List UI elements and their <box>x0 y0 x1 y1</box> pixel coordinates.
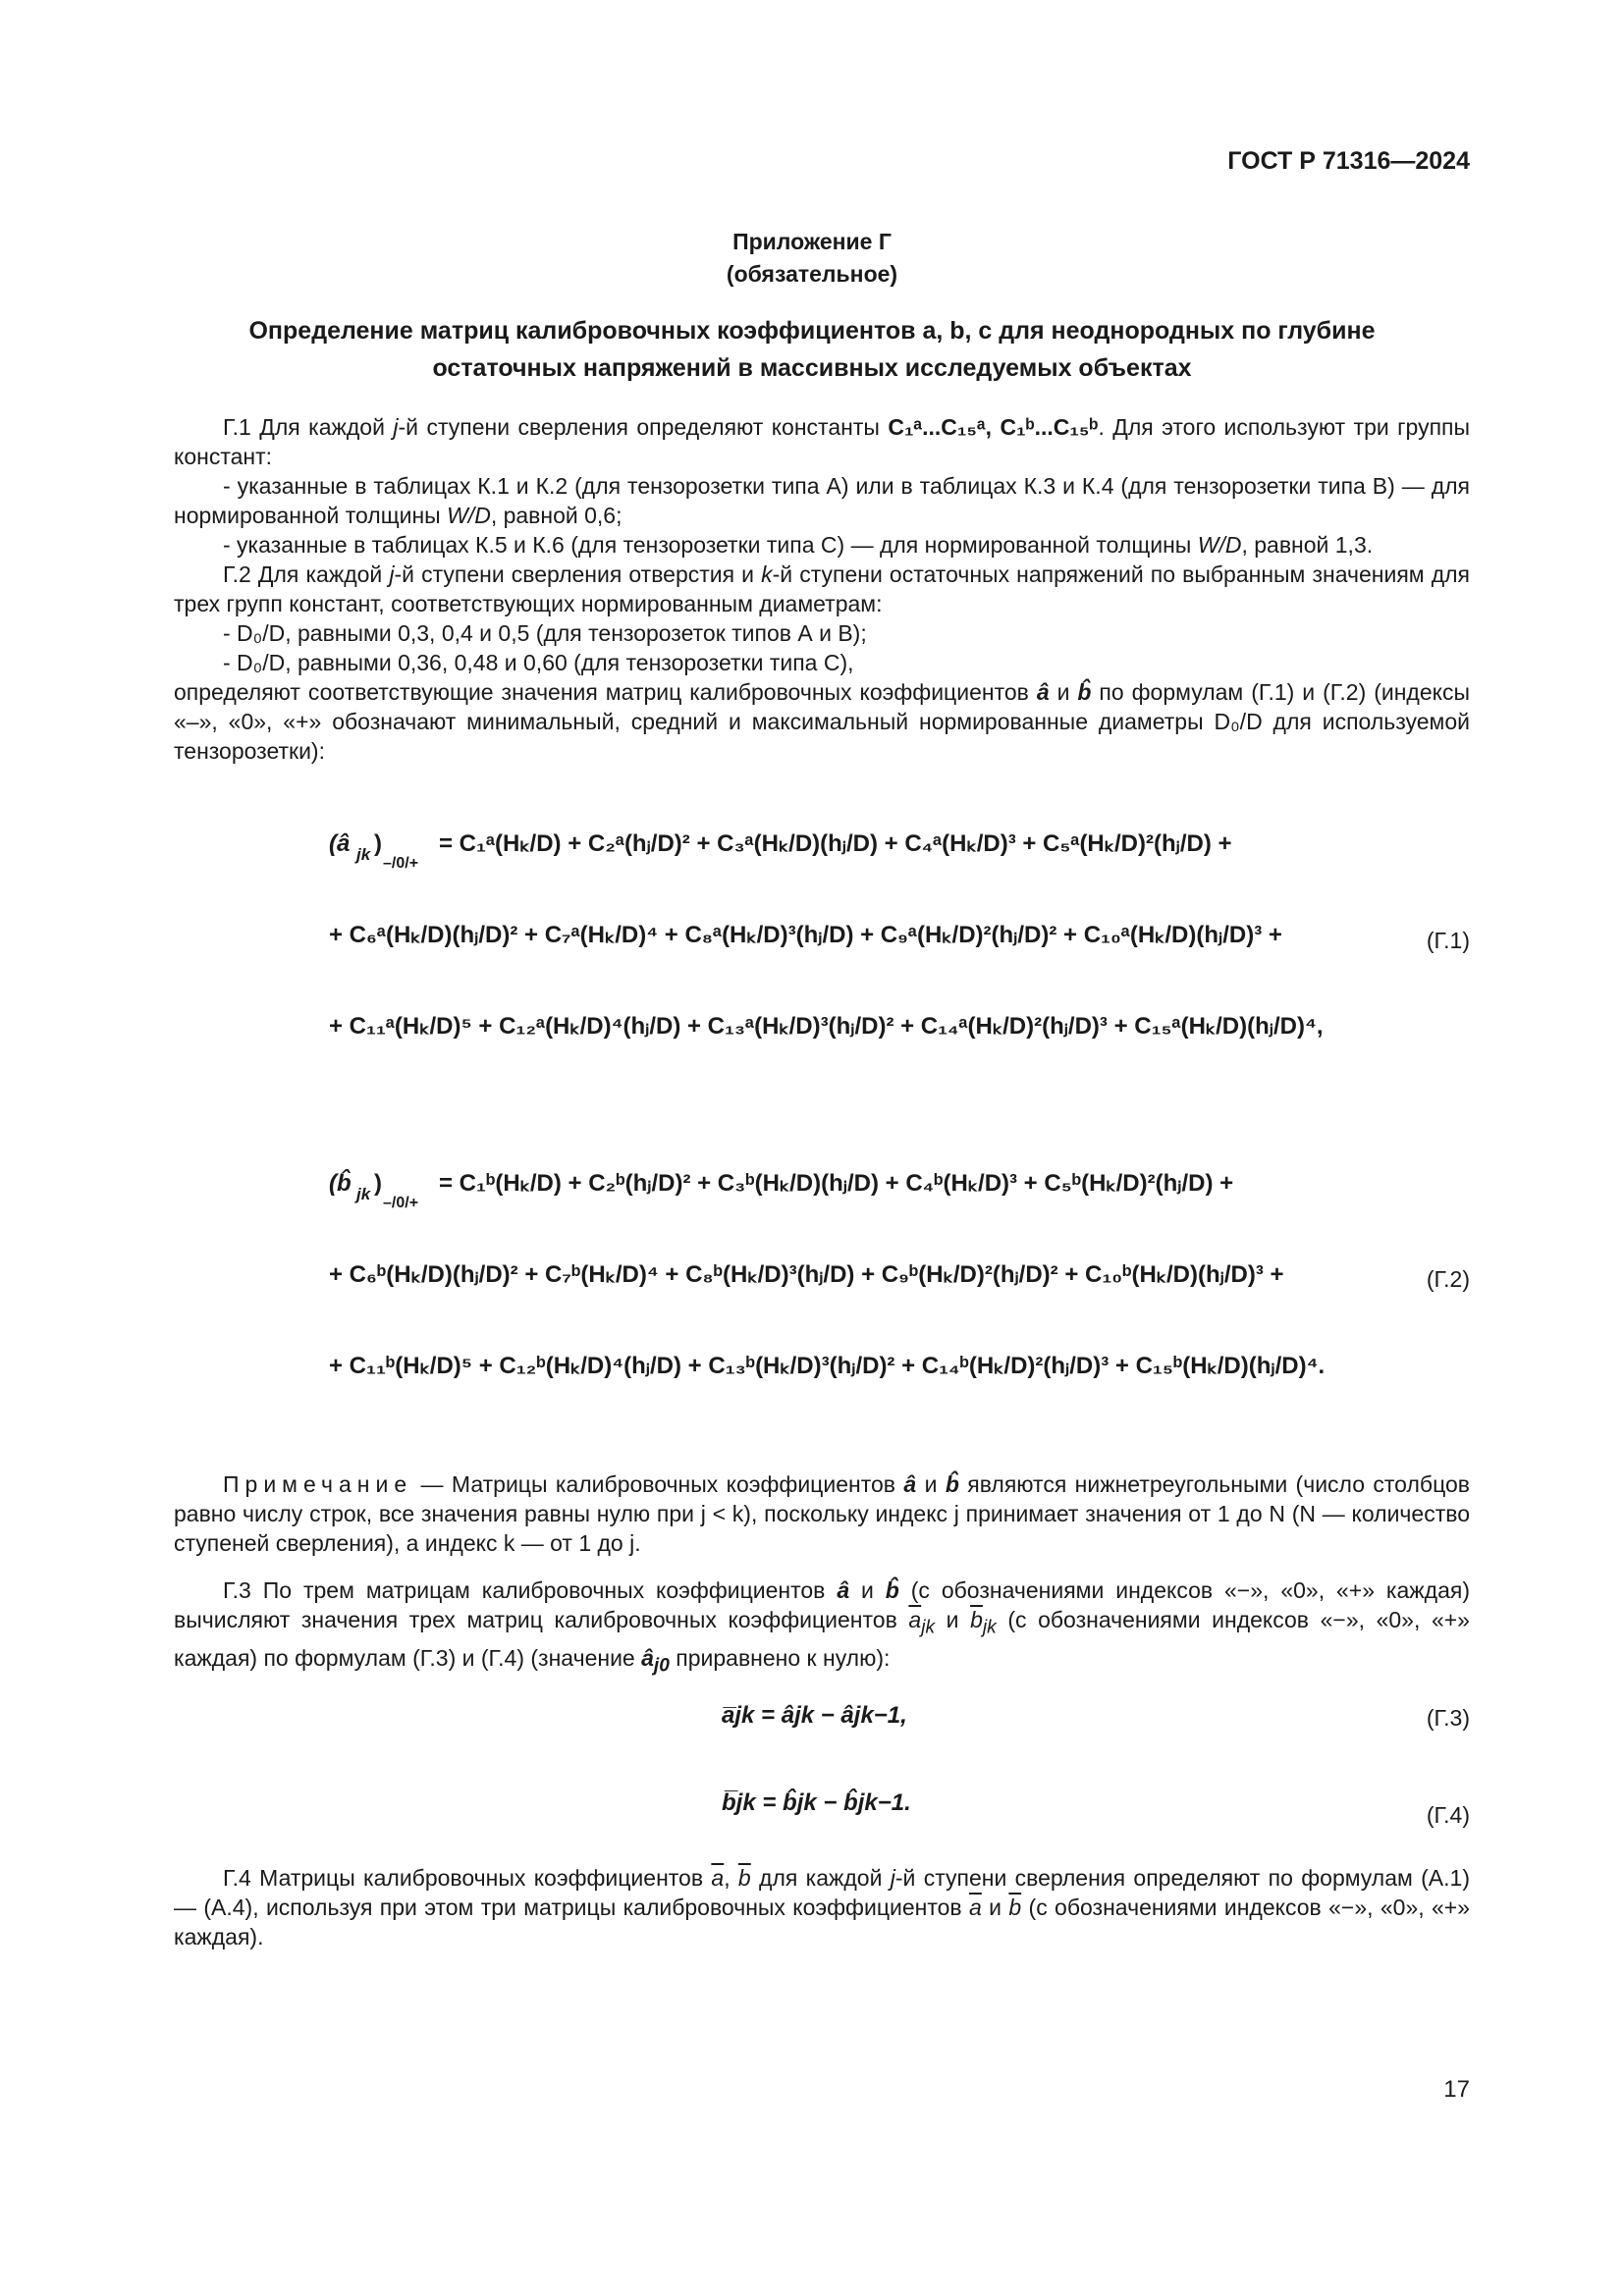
svg-text:+ C₁₁ᵇ(Hₖ/D)⁵ + C₁₂ᵇ(Hₖ/D)⁴(hⱼ: + C₁₁ᵇ(Hₖ/D)⁵ + C₁₂ᵇ(Hₖ/D)⁴(hⱼ/D) + C₁₃ᵇ(Hₖ/D)³(hⱼ/D)² + C₁₄ᵇ(Hₖ/D)²(hⱼ/D)³ + C₁₅ᵇ(Hₖ/D)(hⱼ/D)⁴. <box>329 1353 1326 1379</box>
formula-g2-number: (Г.2) <box>1426 1266 1470 1292</box>
svg-text:+ C₆ᵃ(Hₖ/D)(hⱼ/D)² + C₇ᵃ(Hₖ/D): + C₆ᵃ(Hₖ/D)(hⱼ/D)² + C₇ᵃ(Hₖ/D)⁴ + C₈ᵃ(Hₖ/D)³(hⱼ/D) + C₉ᵃ(Hₖ/D)²(hⱼ/D)² + C₁₀ᵃ(Hₖ/D)(hⱼ/D)³ + <box>329 922 1282 948</box>
paragraph-g2-item-2: - D₀/D, равными 0,36, 0,48 и 0,60 (для тензорозетки типа С), <box>223 650 854 675</box>
svg-text:jk: jk <box>356 1185 371 1203</box>
svg-text:jk: jk <box>356 845 371 864</box>
note-block <box>174 1469 1470 1558</box>
formula-g3: a̅jk = âjk − âjk−1, <box>722 1702 907 1729</box>
note-label: Примечание <box>223 1471 413 1497</box>
paragraph-g4-block <box>174 1863 1470 1951</box>
section-title <box>137 312 1487 387</box>
paragraph-g1-item-1: - указанные в таблицах К.1 и К.2 (для тензорозетки типа А) или в таблицах К.3 и К.4 (для тензорозетки типа В) — для нормированной толщины W/D, равной 0,6; <box>174 473 1470 528</box>
svg-text:(b̂: (b̂ <box>329 1170 352 1197</box>
section-title-line-2: остаточных напряжений в массивных исследуемых объектах <box>432 354 1192 382</box>
svg-text:= C₁ᵇ(Hₖ/D) + C₂ᵇ(hⱼ/D)² + C₃ᵇ: = C₁ᵇ(Hₖ/D) + C₂ᵇ(hⱼ/D)² + C₃ᵇ(Hₖ/D)(hⱼ/D) + C₄ᵇ(Hₖ/D)³ + C₅ᵇ(Hₖ/D)²(hⱼ/D) + <box>439 1170 1234 1197</box>
formula-g1-graphic <box>174 807 1470 1072</box>
svg-text:–/0/+: –/0/+ <box>383 855 419 872</box>
svg-text:): ) <box>374 1170 382 1197</box>
paragraph-g2-continuation: определяют соответствующие значения матриц калибровочных коэффициентов â и b̂ по формулам (Г.1) и (Г.2) (индексы «–», «0», «+» обозначают минимальный, средний и максимальный нормированные диаметры D₀/D для используемой тензорозетки): <box>174 679 1470 764</box>
appendix-heading <box>0 226 1624 291</box>
formula-g4-number: (Г.4) <box>1426 1802 1470 1828</box>
formula-g4: b̅jk = b̂jk − b̂jk−1. <box>722 1789 911 1816</box>
svg-text:(â: (â <box>329 830 351 857</box>
paragraph-g2-item-1: - D₀/D, равными 0,3, 0,4 и 0,5 (для тензорозеток типов А и В); <box>223 620 867 646</box>
formula-g1 <box>174 807 1470 1072</box>
page-number: 17 <box>1443 2076 1470 2103</box>
document-number: ГОСТ Р 71316—2024 <box>1227 147 1470 175</box>
svg-text:–/0/+: –/0/+ <box>383 1195 419 1211</box>
appendix-title: Приложение Г <box>732 229 892 254</box>
formula-g2-graphic <box>174 1147 1470 1412</box>
paragraph-g1: Г.1 Для каждой j-й ступени сверления определяют константы C₁ᵃ...C₁₅ᵃ, C₁ᵇ...C₁₅ᵇ. Для этого используют три группы констант: <box>174 414 1471 469</box>
paragraph-g3: Г.3 По трем матрицам калибровочных коэффициентов â и b̂ (с обозначениями индексов «−», «0», «+» каждая) вычисляют значения трех матриц калибровочных коэффициентов $\overline{a}_{jk}$ и $\overline{b}_{jk}$ (с обозначениями индексов «−», «0», «+» каждая) по формулам (Г.3) и (Г.4) (значение $â_{j0}$ приравнено к нулю): <box>174 1577 1470 1677</box>
formula-g2 <box>174 1147 1470 1412</box>
note-paragraph: Примечание — Матрицы калибровочных коэффициентов â и b̂ являются нижнетреугольными (число столбцов равно числу строк, все значения равны нулю при j < k), поскольку индекс j принимает значения от 1 до N (N — количество ступеней сверления), а индекс k — от 1 до j. <box>174 1471 1470 1556</box>
paragraph-g1-item-2: - указанные в таблицах К.5 и К.6 (для тензорозетки типа С) — для нормированной толщины W/D, равной 1,3. <box>223 532 1374 558</box>
appendix-subtitle: (обязательное) <box>726 261 898 287</box>
svg-text:+ C₁₁ᵃ(Hₖ/D)⁵ + C₁₂ᵃ(Hₖ/D)⁴(hⱼ: + C₁₁ᵃ(Hₖ/D)⁵ + C₁₂ᵃ(Hₖ/D)⁴(hⱼ/D) + C₁₃ᵃ(Hₖ/D)³(hⱼ/D)² + C₁₄ᵃ(Hₖ/D)²(hⱼ/D)³ + C₁₅ᵃ(Hₖ/D)(hⱼ/D)⁴, <box>329 1013 1324 1040</box>
paragraph-g3-block <box>174 1575 1470 1681</box>
paragraphs-g1-g2 <box>174 412 1470 766</box>
svg-text:+ C₆ᵇ(Hₖ/D)(hⱼ/D)² + C₇ᵇ(Hₖ/D): + C₆ᵇ(Hₖ/D)(hⱼ/D)² + C₇ᵇ(Hₖ/D)⁴ + C₈ᵇ(Hₖ/D)³(hⱼ/D) + C₉ᵇ(Hₖ/D)²(hⱼ/D)² + C₁₀ᵇ(Hₖ/D)(hⱼ/D)³ + <box>329 1261 1284 1288</box>
svg-text:): ) <box>374 830 382 857</box>
svg-text:= C₁ᵃ(Hₖ/D) + C₂ᵃ(hⱼ/D)² + C₃ᵃ: = C₁ᵃ(Hₖ/D) + C₂ᵃ(hⱼ/D)² + C₃ᵃ(Hₖ/D)(hⱼ/D) + C₄ᵃ(Hₖ/D)³ + C₅ᵃ(Hₖ/D)²(hⱼ/D) + <box>439 830 1232 857</box>
formula-g1-number: (Г.1) <box>1426 928 1470 953</box>
paragraph-g4: Г.4 Матрицы калибровочных коэффициентов $\overline{a}$, $\overline{b}$ для каждой j-й ступени сверления определяют по формулам (А.1) — (А.4), используя при этом три матрицы калибровочных коэффициентов $\overline{a}$ и $\overline{b}$ (с обозначениями индексов «−», «0», «+» каждая). <box>174 1865 1470 1949</box>
formula-g3-number: (Г.3) <box>1426 1705 1470 1731</box>
paragraph-g2: Г.2 Для каждой j-й ступени сверления отверстия и k-й ступени остаточных напряжений по выбранным значениям для трех групп констант, соответствующих нормированным диаметрам: <box>174 561 1470 616</box>
section-title-line-1: Определение матриц калибровочных коэффициентов a, b, c для неоднородных по глубине <box>248 317 1376 345</box>
